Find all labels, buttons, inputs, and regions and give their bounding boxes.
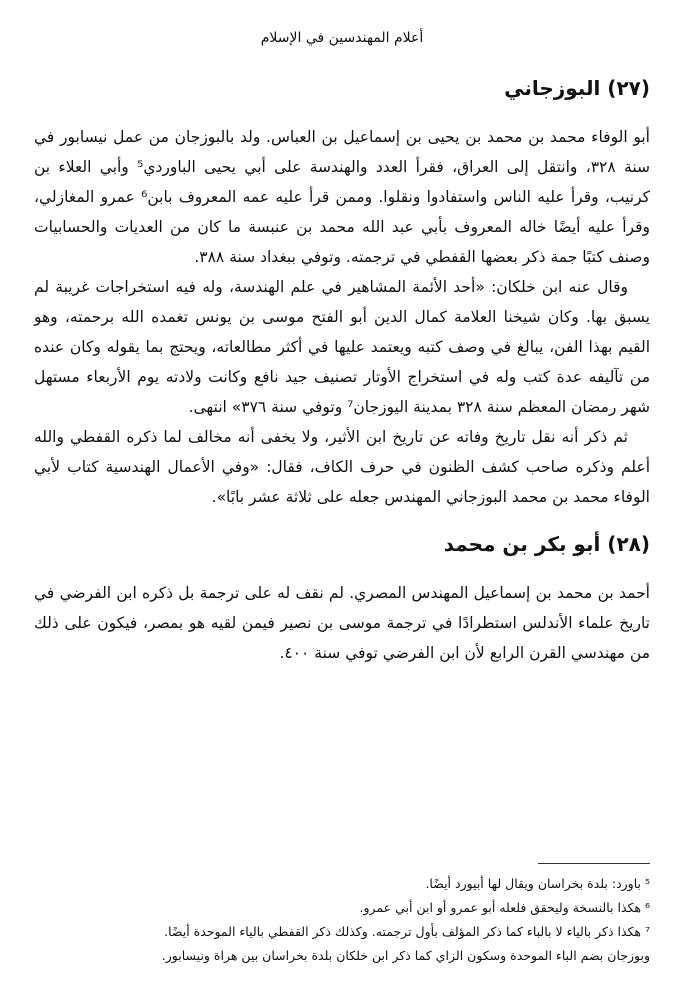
paragraph: أبو الوفاء محمد بن محمد بن يحيى بن إسماعيل بن العباس. ولد بالبوزجان من عمل نيسابور في سنة ٣٢٨، وانتقل إلى العراق، فقرأ العدد والهندسة على أبي يحيى الباوردي⁵ وأبي العلاء بن كرنيب، وقرأ عليه الناس واستفادوا ونقلوا. وممن قرأ عليه عمه المعروف بابن⁶ عمرو المغازلي، وقرأ عليه أيضًا خاله المعروف بأبي عبد الله محمد بن عنبسة ما كان من العديات والحسابيات وصنف كتبًا جمة ذكر بعضها القفطي في ترجمته. وتوفي ببغداد سنة ٣٨٨. <box>34 128 651 266</box>
paragraph: وقال عنه ابن خلكان: «أحد الأئمة المشاهير في علم الهندسة، وله فيه استخراجات غريبة لم يسبق بها. وكان شيخنا العلامة كمال الدين أبو الفتح موسى بن يونس تغمده الله برحمته، وهو القيم بهذا الفن، يبالغ في وصف كتبه ويعتمد عليها في أكثر مطالعاته، ويحتج بما يقوله وكان عنده من تآليفه عدة كتب وله في استخراج الأوتار تصنيف جيد نافع وكانت ولادته يوم الأربعاء مستهل شهر رمضان المعظم سنة ٣٢٨ بمدينة اليوزجان⁷ وتوفي سنة ٣٧٦» انتهى. <box>34 278 650 416</box>
footnote: ⁶ هكذا بالنسخة وليحقق فلعله أبو عمرو أو ابن أبي عمرو. <box>359 900 650 915</box>
footnote: ⁷ هكذا ذكر بالياء لا بالباء كما ذكر المؤلف بأول ترجمته. وكذلك ذكر القفطي بالياء الموحدة أيضًا. <box>164 924 650 939</box>
section-heading: (٢٨) أبو بكر بن محمد <box>443 532 650 556</box>
entry-28 <box>34 532 650 668</box>
footnote: وبوزجان بضم الباء الموحدة وسكون الزاي كما ذكر ابن خلكان بلدة بخراسان بين هراة ونيسابور. <box>161 948 650 963</box>
paragraph: أحمد بن محمد بن إسماعيل المهندس المصري. لم نقف له على ترجمة بل ذكره ابن الفرضي في تاريخ علماء الأندلس استطرادًا في ترجمة موسى بن نصير فيمن لقيه هو بمصر، فيكون على ذلك من مهندسي القرن الرابع لأن ابن الفرضي توفي سنة ٤٠٠. <box>34 584 650 662</box>
running-header: أعلام المهندسين في الإسلام <box>260 30 424 46</box>
footnotes <box>34 872 650 968</box>
entry-27 <box>34 76 650 512</box>
footnote: ⁵ باورد: بلدة بخراسان ويقال لها أبيورد أيضًا. <box>425 876 650 891</box>
paragraph: ثم ذكر أنه نقل تاريخ وفاته عن تاريخ ابن الأثير، ولا يخفى أنه مخالف لما ذكره القفطي والله أعلم وذكره صاحب كشف الظنون في حرف الكاف، فقال: «وفي الأعمال الهندسية كتاب لأبي الوفاء محمد بن محمد البوزجاني المهندس جعله على ثلاثة عشر بابًا». <box>34 428 650 506</box>
section-heading: (٢٧) البوزجاني <box>504 76 650 100</box>
footnote-separator <box>538 863 650 864</box>
